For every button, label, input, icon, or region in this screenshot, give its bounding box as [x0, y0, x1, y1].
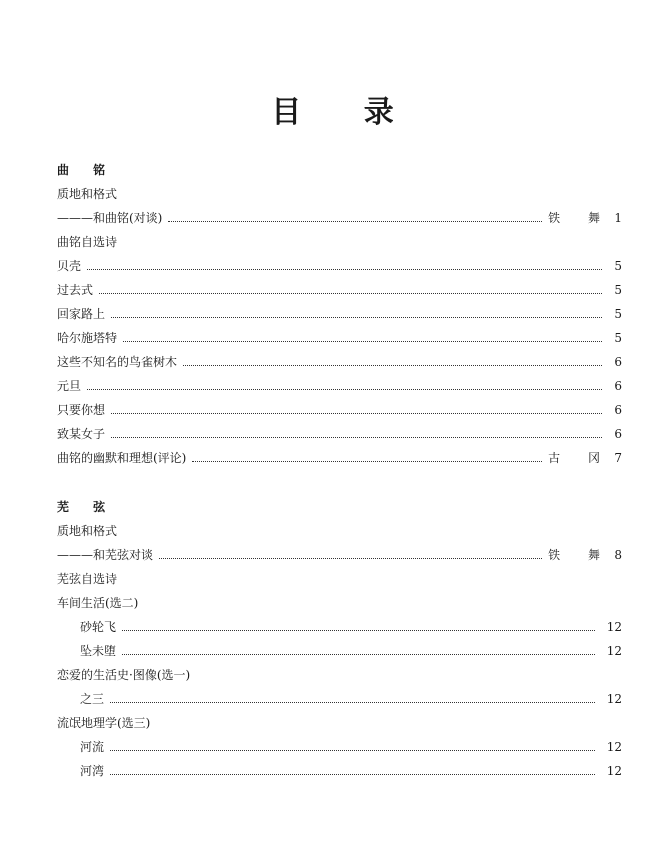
toc-entry[interactable]	[57, 256, 622, 276]
toc-entry-title: 质地和格式	[57, 524, 118, 538]
toc-entry-page: 8	[614, 548, 622, 562]
section-heading	[57, 160, 622, 180]
dot-leader	[192, 461, 542, 462]
dot-leader	[110, 702, 595, 703]
toc-entry[interactable]	[80, 641, 622, 661]
toc-entry-title: 流氓地理学(选三)	[57, 716, 151, 730]
toc-entry[interactable]	[57, 424, 622, 444]
toc-entry[interactable]	[57, 400, 622, 420]
dot-leader	[123, 341, 602, 342]
section-heading-text: 曲 铭	[57, 163, 116, 177]
toc-entry[interactable]	[57, 593, 622, 613]
toc-entry[interactable]	[57, 304, 622, 324]
toc-entry-title: 曲铭自选诗	[57, 235, 118, 249]
dot-leader	[99, 293, 602, 294]
section-heading-text: 芜 弦	[57, 500, 116, 514]
dot-leader	[110, 774, 595, 775]
toc-entry[interactable]	[80, 689, 622, 709]
toc-entry-page: 5	[614, 283, 622, 297]
toc-entry-title: ———和芜弦对谈	[57, 548, 154, 562]
toc-entry[interactable]	[57, 448, 622, 468]
dot-leader	[87, 389, 602, 390]
toc-entry-title: 砂轮飞	[80, 620, 117, 634]
dot-leader	[122, 654, 595, 655]
toc-entry-page: 12	[606, 740, 622, 754]
section-heading	[57, 497, 622, 517]
toc-entry-title: 曲铭的幽默和理想(评论)	[57, 451, 187, 465]
toc-entry[interactable]	[57, 376, 622, 396]
toc-entry-page: 12	[606, 764, 622, 778]
toc-entry-title: 只要你想	[57, 403, 106, 417]
toc-entry-title: 这些不知名的鸟雀树木	[57, 355, 178, 369]
toc-entry-title: 回家路上	[57, 307, 106, 321]
toc-entry-author: 铁 舞	[548, 548, 612, 562]
toc-entry-title: ———和曲铭(对谈)	[57, 211, 163, 225]
dot-leader	[159, 558, 542, 559]
toc-entry-title: 质地和格式	[57, 187, 118, 201]
toc-entry-page: 6	[614, 355, 622, 369]
toc-entry-title: 车间生活(选二)	[57, 596, 139, 610]
toc-entry[interactable]	[57, 208, 622, 228]
toc-entry-page: 12	[606, 692, 622, 706]
toc-entry-title: 芜弦自选诗	[57, 572, 118, 586]
toc-entry-title: 贝壳	[57, 259, 82, 273]
toc-entry[interactable]	[57, 569, 622, 589]
dot-leader	[87, 269, 602, 270]
toc-entry-page: 12	[606, 620, 622, 634]
toc-entry[interactable]	[57, 521, 622, 541]
toc-entry-page: 7	[614, 451, 622, 465]
toc-entry[interactable]	[57, 328, 622, 348]
toc-entry-title: 哈尔施塔特	[57, 331, 118, 345]
toc-entry[interactable]	[57, 184, 622, 204]
dot-leader	[183, 365, 602, 366]
toc-entry-page: 1	[614, 211, 622, 225]
toc-entry[interactable]	[57, 665, 622, 685]
dot-leader	[111, 413, 602, 414]
toc-entry-title: 致某女子	[57, 427, 106, 441]
toc-entry-author: 古 冈	[548, 451, 612, 465]
toc-entry[interactable]	[80, 617, 622, 637]
toc-entry[interactable]	[80, 761, 622, 781]
dot-leader	[111, 317, 602, 318]
toc-entry-title: 过去式	[57, 283, 94, 297]
toc-entry-page: 6	[614, 427, 622, 441]
dot-leader	[110, 750, 595, 751]
toc-entry-title: 河流	[80, 740, 105, 754]
toc-entry-title: 坠未堕	[80, 644, 117, 658]
toc-entry[interactable]	[57, 280, 622, 300]
dot-leader	[168, 221, 542, 222]
page-title: 目 录	[271, 95, 420, 130]
dot-leader	[122, 630, 595, 631]
toc-entry[interactable]	[57, 232, 622, 252]
toc-entry[interactable]	[57, 713, 622, 733]
toc-entry-page: 5	[614, 331, 622, 345]
toc-entry-title: 之三	[80, 692, 105, 706]
toc-entry[interactable]	[57, 545, 622, 565]
toc-entry[interactable]	[80, 737, 622, 757]
toc-entry-page: 6	[614, 403, 622, 417]
toc-entry-author: 铁 舞	[548, 211, 612, 225]
toc-entry-page: 5	[614, 259, 622, 273]
toc-entry-page: 5	[614, 307, 622, 321]
toc-entry-title: 元旦	[57, 379, 82, 393]
toc-entry-title: 恋爱的生活史·图像(选一)	[57, 668, 191, 682]
dot-leader	[111, 437, 602, 438]
toc-entry[interactable]	[57, 352, 622, 372]
toc-entry-title: 河湾	[80, 764, 105, 778]
toc-entry-page: 12	[606, 644, 622, 658]
toc-entry-page: 6	[614, 379, 622, 393]
